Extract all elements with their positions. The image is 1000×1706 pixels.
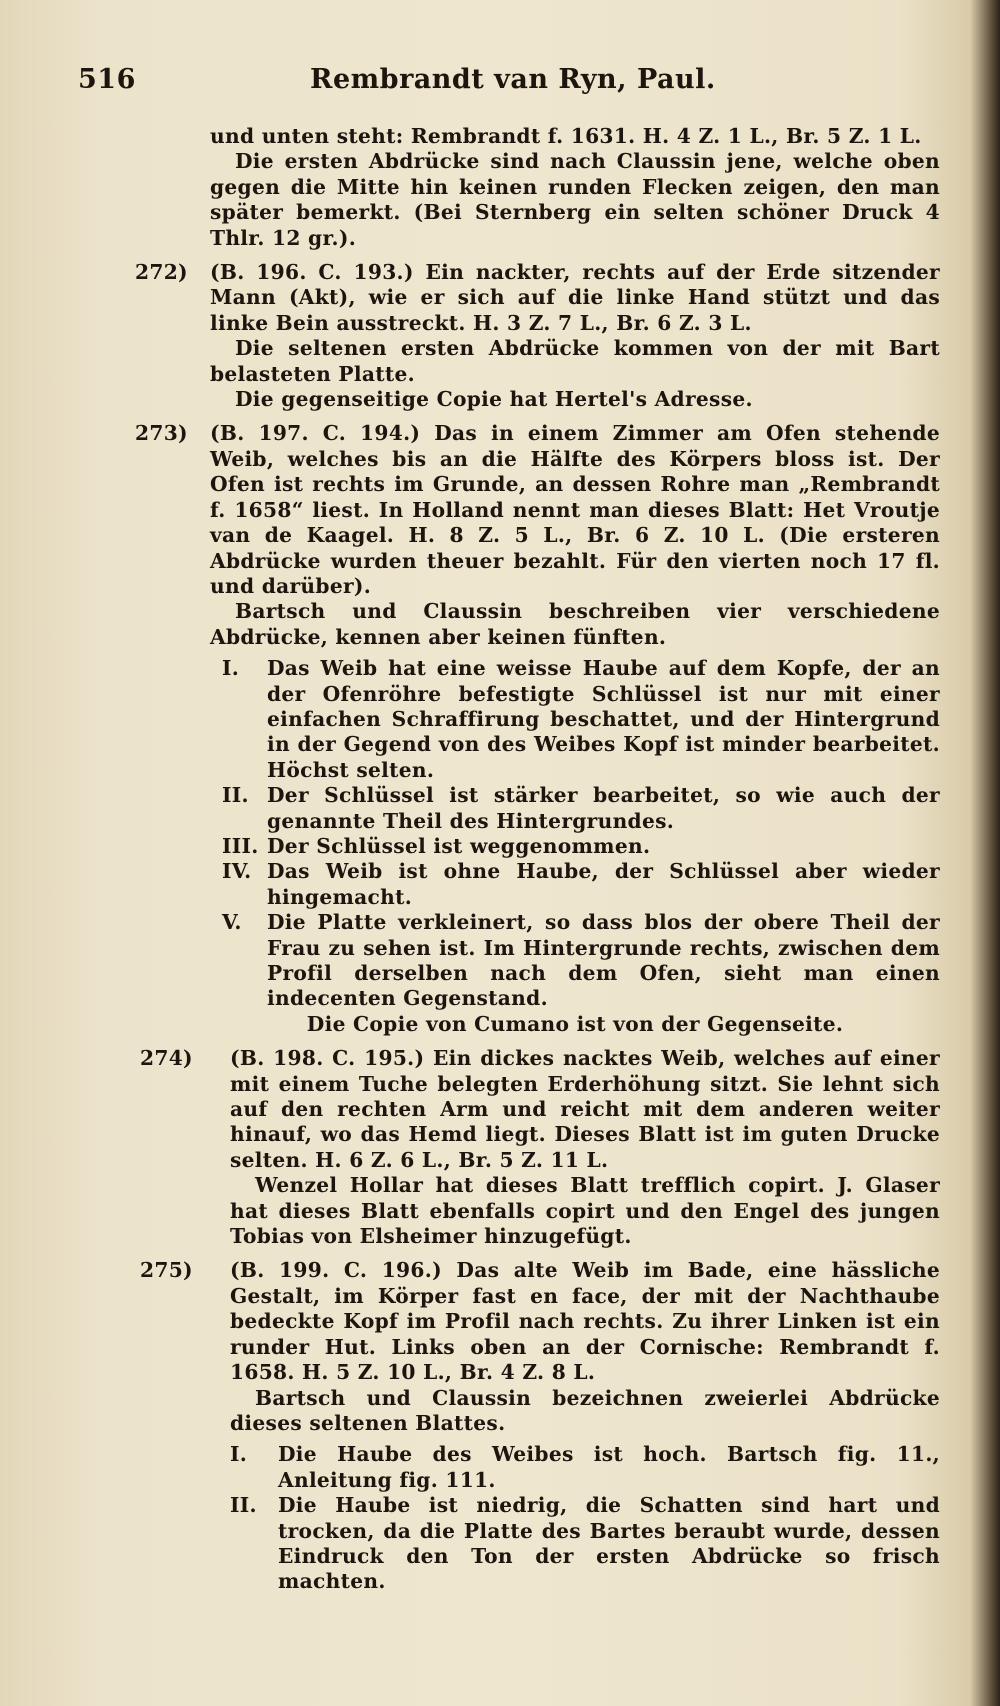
paragraph: Bartsch und Claussin beschreiben vier verschiedene Abdrücke, kennen aber keinen fünften. xyxy=(210,599,940,649)
running-title: Rembrandt van Ryn, Paul. xyxy=(310,64,716,95)
page-number: 516 xyxy=(78,64,136,95)
paragraph: Wenzel Hollar hat dieses Blatt trefflich copirt. J. Glaser hat dieses Blatt ebenfalls copirt und den Engel des jungen Tobias von Elsheimer hinzugefügt. xyxy=(230,1173,940,1249)
entry-text: (B. 198. C. 195.) Ein dickes nacktes Weib, welches auf einer mit einem Tuche belegten Erderhöhung sitzt. Sie lehnt sich auf den rechten Arm und reicht mit dem anderen weiter hinauf, wo das Hemd liegt. Dieses Blatt ist im guten Drucke selten. H. 6 Z. 6 L., Br. 5 Z. 11 L. xyxy=(230,1046,940,1172)
state-text: Die Haube des Weibes ist hoch. Bartsch fig. 11., Anleitung fig. 111. xyxy=(278,1442,940,1492)
state-item xyxy=(222,910,940,1012)
paragraph: Die ersten Abdrücke sind nach Claussin jene, welche oben gegen die Mitte hin keinen runden Flecken zeigen, den man später bemerkt. (Bei Sternberg ein selten schöner Druck 4 Thlr. 12 gr.). xyxy=(210,149,940,250)
state-number: II. xyxy=(230,1493,257,1518)
state-text: Die Platte verkleinert, so dass blos der obere Theil der Frau zu sehen ist. Im Hintergrunde rechts, zwischen dem Profil derselben nach dem Ofen, sieht man einen indecenten Gegenstand. xyxy=(267,910,940,1011)
catalog-entry-274 xyxy=(140,1046,940,1173)
state-item xyxy=(222,833,940,859)
state-item xyxy=(222,656,940,783)
state-item xyxy=(222,783,940,834)
paragraph: Die seltenen ersten Abdrücke kommen von der mit Bart belasteten Platte. xyxy=(210,336,940,386)
state-text: Die Haube ist niedrig, die Schatten sind hart und trocken, da die Platte des Bartes beraubt wurde, dessen Eindruck den Ton der ersten Abdrücke so frisch machten. xyxy=(278,1493,940,1594)
paragraph: Die Copie von Cumano ist von der Gegenseite. xyxy=(306,1011,844,1036)
entry-number: 273) xyxy=(135,421,188,446)
page-body xyxy=(135,124,940,1595)
paragraph: und unten steht: Rembrandt f. 1631. H. 4 Z. 1 L., Br. 5 Z. 1 L. xyxy=(210,124,922,148)
entry-number: 274) xyxy=(140,1046,193,1071)
state-number: II. xyxy=(222,783,249,808)
entry-text: (B. 199. C. 196.) Das alte Weib im Bade, eine hässliche Gestalt, im Körper fast en face, der mit der Nachthaube bedeckte Kopf im Profil nach rechts. Zu ihrer Linken ist ein runder Hut. Links oben an der Cornische: Rembrandt f. 1658. H. 5 Z. 10 L., Br. 4 Z. 8 L. xyxy=(230,1258,940,1385)
state-item xyxy=(230,1442,940,1493)
entry-text: (B. 196. C. 193.) Ein nackter, rechts auf der Erde sitzender Mann (Akt), wie er sich auf die linke Hand stützt und das linke Bein ausstreckt. H. 3 Z. 7 L., Br. 6 Z. 3 L. xyxy=(210,260,940,335)
state-text: Das Weib ist ohne Haube, der Schlüssel aber wieder hingemacht. xyxy=(267,859,940,909)
catalog-entry-272 xyxy=(135,260,940,336)
catalog-entry-275 xyxy=(140,1258,940,1385)
state-text: Der Schlüssel ist stärker bearbeitet, so wie auch der genannte Theil des Hintergrundes. xyxy=(267,783,940,833)
entry-number: 272) xyxy=(135,260,188,285)
state-item xyxy=(230,1493,940,1595)
state-item xyxy=(222,859,940,910)
paragraph: Die gegenseitige Copie hat Hertel's Adresse. xyxy=(235,387,753,412)
entry-number: 275) xyxy=(140,1258,193,1283)
state-text: Der Schlüssel ist weggenommen. xyxy=(267,833,651,858)
state-number: I. xyxy=(222,656,240,681)
paragraph: Bartsch und Claussin bezeichnen zweierlei Abdrücke dieses seltenen Blattes. xyxy=(230,1385,940,1435)
state-text: Das Weib hat eine weisse Haube auf dem Kopfe, der an der Ofenröhre befestigte Schlüssel ist nur mit einer einfachen Schraffirung beschattet, und der Hintergrund in der Gegend von des Weibes Kopf ist minder bearbeitet. Höchst selten. xyxy=(267,656,940,782)
state-number: V. xyxy=(222,910,242,935)
catalog-entry-273 xyxy=(135,421,940,599)
state-number: I. xyxy=(230,1442,248,1467)
running-header xyxy=(78,64,858,104)
entry-text: (B. 197. C. 194.) Das in einem Zimmer am Ofen stehende Weib, welches bis an die Hälfte des Körpers bloss ist. Der Ofen ist rechts im Grunde, an dessen Rohre man „Rembrandt f. 1658“ liest. In Holland nennt man dieses Blatt: Het Vroutje van de Kaagel. H. 8 Z. 5 L., Br. 6 Z. 10 L. (Die ersteren Abdrücke wurden theuer bezahlt. Für den vierten noch 17 fl. und darüber). xyxy=(210,421,940,598)
state-number: IV. xyxy=(222,859,252,884)
state-number: III. xyxy=(222,833,259,858)
